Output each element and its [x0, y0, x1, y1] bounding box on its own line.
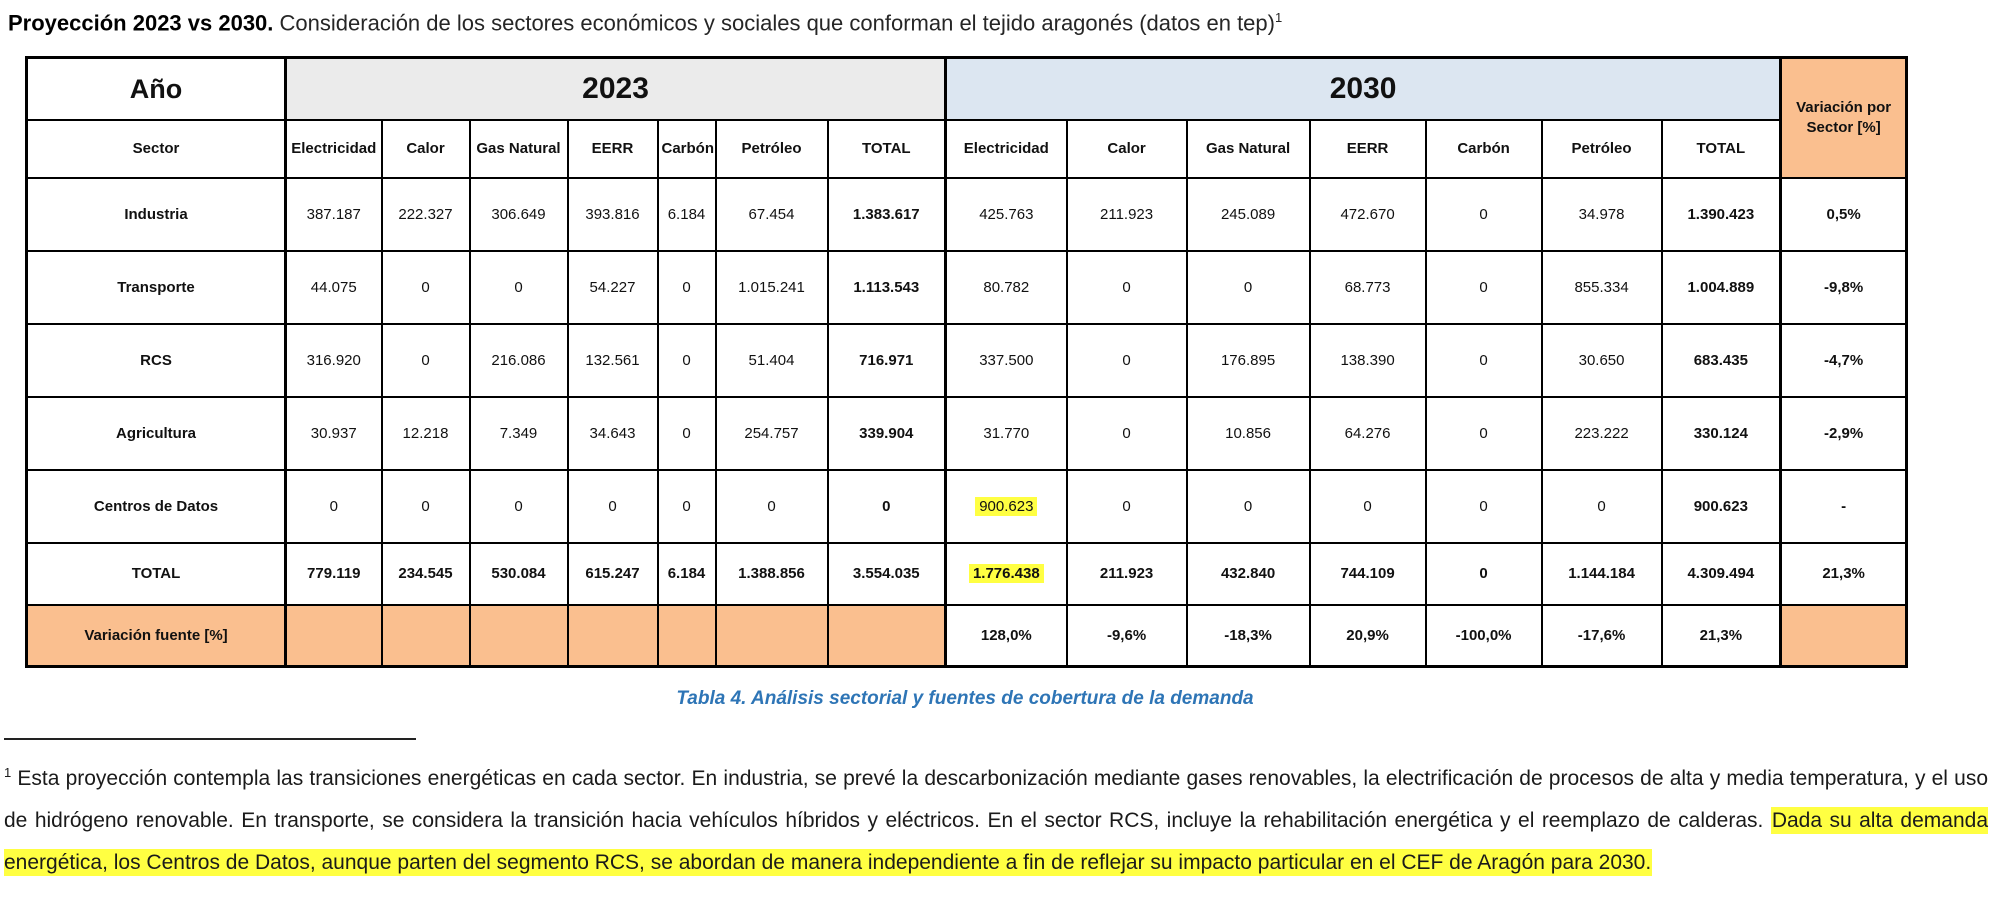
footnote [4, 752, 1988, 884]
table-row-rcs [27, 324, 1907, 397]
value-cell: 1.015.241 [716, 251, 828, 324]
highlighted-value-cell [946, 543, 1067, 605]
value-cell: 0 [1187, 470, 1310, 543]
total-value-cell: 1.004.889 [1662, 251, 1781, 324]
value-cell: 0 [1426, 324, 1542, 397]
value-cell: 337.500 [946, 324, 1067, 397]
col-header-2030-eerr: EERR [1310, 120, 1426, 178]
projection-table [25, 56, 1908, 668]
value-cell: 0 [382, 470, 470, 543]
value-cell: 80.782 [946, 251, 1067, 324]
variation-cell: -2,9% [1781, 397, 1907, 470]
value-cell: 1.144.184 [1542, 543, 1662, 605]
table-row-agricultura [27, 397, 1907, 470]
sector-cell: RCS [27, 324, 286, 397]
value-cell: 0 [1426, 543, 1542, 605]
table-row-centros-de-datos [27, 470, 1907, 543]
empty-cell [828, 605, 946, 667]
total-value-cell: 330.124 [1662, 397, 1781, 470]
value-cell: 0 [568, 470, 658, 543]
empty-cell [568, 605, 658, 667]
col-header-2030-calor: Calor [1067, 120, 1187, 178]
col-header-2023-petroleo: Petróleo [716, 120, 828, 178]
value-cell: 138.390 [1310, 324, 1426, 397]
value-cell: 68.773 [1310, 251, 1426, 324]
total-value-cell: 1.383.617 [828, 178, 946, 251]
variation-cell: - [1781, 470, 1907, 543]
col-header-2023-electricidad: Electricidad [286, 120, 382, 178]
footnote-highlighted-text: Dada su alta demanda energética, los Centros de Datos, aunque parten del segmento RCS, se abordan de manera independiente a fin de reflejar su impacto particular en el CEF de Aragón para 2030. [4, 809, 1988, 875]
value-cell: 316.920 [286, 324, 382, 397]
value-cell: 176.895 [1187, 324, 1310, 397]
title-rest: Consideración de los sectores económicos y sociales que conforman el tejido aragonés (datos en tep) [273, 10, 1275, 36]
variation-source-cell: -18,3% [1187, 605, 1310, 667]
col-header-2030-gas-natural: Gas Natural [1187, 120, 1310, 178]
total-value-cell: 4.309.494 [1662, 543, 1781, 605]
variation-cell: -4,7% [1781, 324, 1907, 397]
empty-cell [382, 605, 470, 667]
variation-sector-header: Variación por Sector [%] [1781, 58, 1907, 178]
value-cell: 744.109 [1310, 543, 1426, 605]
total-label-cell: TOTAL [27, 543, 286, 605]
value-cell: 425.763 [946, 178, 1067, 251]
value-cell: 0 [1426, 251, 1542, 324]
table-row-industria [27, 178, 1907, 251]
title-bold: Proyección 2023 vs 2030. [8, 10, 274, 36]
value-cell: 254.757 [716, 397, 828, 470]
footnote-ref: 1 [4, 765, 12, 781]
col-header-2023-carbon: Carbón [658, 120, 716, 178]
variation-source-cell: -9,6% [1067, 605, 1187, 667]
group-2030-header: 2030 [946, 58, 1781, 120]
value-cell: 7.349 [470, 397, 568, 470]
value-cell: 64.276 [1310, 397, 1426, 470]
table-header-source-row [27, 120, 1907, 178]
variation-source-cell: 128,0% [946, 605, 1067, 667]
variation-cell: -9,8% [1781, 251, 1907, 324]
value-cell: 34.978 [1542, 178, 1662, 251]
page-title [8, 10, 1990, 36]
value-cell: 393.816 [568, 178, 658, 251]
col-header-2030-total: TOTAL [1662, 120, 1781, 178]
highlighted-value-cell [946, 470, 1067, 543]
value-cell: 0 [1426, 397, 1542, 470]
value-cell: 6.184 [658, 178, 716, 251]
yellow-highlight: 1.776.438 [969, 564, 1044, 583]
value-cell: 779.119 [286, 543, 382, 605]
table-caption: Tabla 4. Análisis sectorial y fuentes de cobertura de la demanda [676, 688, 1254, 710]
value-cell: 234.545 [382, 543, 470, 605]
value-cell: 0 [470, 470, 568, 543]
col-header-2030-petroleo: Petróleo [1542, 120, 1662, 178]
variation-source-cell: -17,6% [1542, 605, 1662, 667]
value-cell: 51.404 [716, 324, 828, 397]
table-row-variacion-fuente [27, 605, 1907, 667]
value-cell: 67.454 [716, 178, 828, 251]
value-cell: 0 [658, 324, 716, 397]
value-cell: 211.923 [1067, 178, 1187, 251]
value-cell: 31.770 [946, 397, 1067, 470]
footnote-separator [4, 738, 416, 740]
empty-cell [1781, 605, 1907, 667]
value-cell: 530.084 [470, 543, 568, 605]
group-2023-header: 2023 [286, 58, 946, 120]
value-cell: 6.184 [658, 543, 716, 605]
value-cell: 0 [1426, 178, 1542, 251]
value-cell: 0 [286, 470, 382, 543]
value-cell: 0 [470, 251, 568, 324]
value-cell: 0 [1067, 324, 1187, 397]
value-cell: 0 [1310, 470, 1426, 543]
value-cell: 387.187 [286, 178, 382, 251]
total-value-cell: 683.435 [1662, 324, 1781, 397]
empty-cell [716, 605, 828, 667]
value-cell: 472.670 [1310, 178, 1426, 251]
total-value-cell: 716.971 [828, 324, 946, 397]
value-cell: 245.089 [1187, 178, 1310, 251]
variation-cell: 21,3% [1781, 543, 1907, 605]
variation-source-cell: 20,9% [1310, 605, 1426, 667]
empty-cell [470, 605, 568, 667]
value-cell: 34.643 [568, 397, 658, 470]
value-cell: 0 [1067, 397, 1187, 470]
col-header-2030-electricidad: Electricidad [946, 120, 1067, 178]
col-header-2030-carbon: Carbón [1426, 120, 1542, 178]
table-header-year-row [27, 58, 1907, 120]
variation-source-cell: -100,0% [1426, 605, 1542, 667]
value-cell: 0 [658, 470, 716, 543]
table-row-transporte [27, 251, 1907, 324]
variation-cell: 0,5% [1781, 178, 1907, 251]
value-cell: 132.561 [568, 324, 658, 397]
value-cell: 306.649 [470, 178, 568, 251]
col-header-2023-calor: Calor [382, 120, 470, 178]
value-cell: 44.075 [286, 251, 382, 324]
value-cell: 615.247 [568, 543, 658, 605]
empty-cell [658, 605, 716, 667]
value-cell: 222.327 [382, 178, 470, 251]
variation-source-label-cell: Variación fuente [%] [27, 605, 286, 667]
value-cell: 0 [716, 470, 828, 543]
value-cell: 1.388.856 [716, 543, 828, 605]
total-value-cell: 339.904 [828, 397, 946, 470]
value-cell: 0 [1542, 470, 1662, 543]
value-cell: 0 [382, 324, 470, 397]
value-cell: 0 [1426, 470, 1542, 543]
col-header-2023-total: TOTAL [828, 120, 946, 178]
value-cell: 0 [658, 251, 716, 324]
sector-cell: Transporte [27, 251, 286, 324]
value-cell: 223.222 [1542, 397, 1662, 470]
sector-header-cell: Sector [27, 120, 286, 178]
empty-cell [286, 605, 382, 667]
value-cell: 10.856 [1187, 397, 1310, 470]
sector-cell: Centros de Datos [27, 470, 286, 543]
total-value-cell: 3.554.035 [828, 543, 946, 605]
value-cell: 12.218 [382, 397, 470, 470]
table-row-total [27, 543, 1907, 605]
value-cell: 0 [1187, 251, 1310, 324]
sector-cell: Agricultura [27, 397, 286, 470]
col-header-2023-eerr: EERR [568, 120, 658, 178]
value-cell: 855.334 [1542, 251, 1662, 324]
yellow-highlight: 900.623 [975, 497, 1037, 516]
total-value-cell: 0 [828, 470, 946, 543]
value-cell: 54.227 [568, 251, 658, 324]
col-header-2023-gas-natural: Gas Natural [470, 120, 568, 178]
caption-container [25, 688, 1905, 710]
value-cell: 432.840 [1187, 543, 1310, 605]
footnote-text: Esta proyección contempla las transiciones energéticas en cada sector. En industria, se prevé la descarbonización mediante gases renovables, la electrificación de procesos de alta y media temperatura, y el uso de hidrógeno renovable. En transporte, se considera la transición hacia vehículos híbridos y eléctricos. En el sector RCS, incluye la rehabilitación energética y el reemplazo de calderas. [4, 767, 1988, 833]
total-value-cell: 1.390.423 [1662, 178, 1781, 251]
value-cell: 0 [658, 397, 716, 470]
value-cell: 216.086 [470, 324, 568, 397]
value-cell: 30.937 [286, 397, 382, 470]
value-cell: 30.650 [1542, 324, 1662, 397]
variation-source-cell: 21,3% [1662, 605, 1781, 667]
value-cell: 0 [382, 251, 470, 324]
value-cell: 0 [1067, 470, 1187, 543]
value-cell: 0 [1067, 251, 1187, 324]
total-value-cell: 1.113.543 [828, 251, 946, 324]
year-header-cell: Año [27, 58, 286, 120]
title-footnote-ref: 1 [1274, 10, 1283, 25]
total-value-cell: 900.623 [1662, 470, 1781, 543]
value-cell: 211.923 [1067, 543, 1187, 605]
sector-cell: Industria [27, 178, 286, 251]
